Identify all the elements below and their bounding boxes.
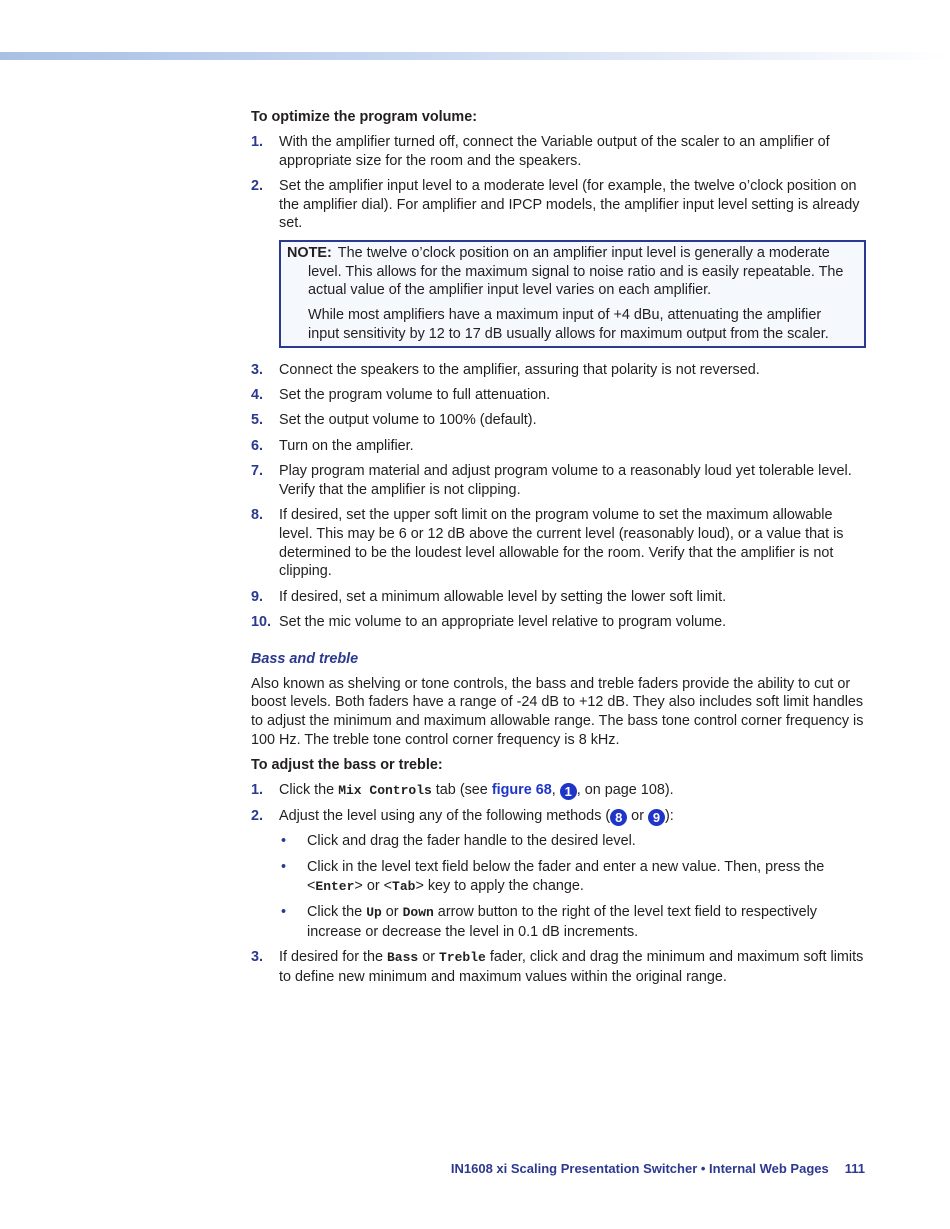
callout-number-icon: 9 [648,809,665,826]
page-footer [451,1161,865,1176]
callout-number-icon: 8 [610,809,627,826]
callout-number-icon: 1 [560,783,577,800]
program-volume-steps-continued [251,361,866,632]
step-text: Set the output volume to 100% (default). [279,412,537,429]
step-text: If desired for the [279,948,387,965]
step-text: If desired, set the upper soft limit on the program volume to set the maximum allowable level. This may be 6 or 12 dB above the current level (reasonably loud), or a value that is determined to be the loudest level allowable for the room. Verify that the amplifier is not clipping. [279,507,844,580]
bullet-text: > key to apply the change. [415,877,584,894]
bullet-item [279,832,866,851]
page-content [251,108,866,993]
fader-name: Bass [387,949,419,965]
step-number: 2. [251,807,264,824]
figure-link[interactable]: figure 68 [491,781,552,798]
section-heading-bass-treble: Bass and treble [251,650,359,667]
footer-title: IN1608 xi Scaling Presentation Switcher • Internal Web Pages [450,1161,829,1176]
bullet-icon: • [281,833,287,850]
step-number: 3. [251,361,264,378]
bullet-text: arrow button to the right of the level text field to respectively increase or decrease the level in 0.1 dB increments. [307,903,817,940]
list-item [251,462,866,500]
note-paragraph [287,244,854,300]
step-text: Click the [279,781,339,798]
step-number: 10. [251,614,272,631]
fader-name: Treble [439,949,486,965]
step-text: Connect the speakers to the amplifier, assuring that polarity is not reversed. [279,361,760,378]
program-volume-steps [251,133,866,233]
list-item [251,506,866,581]
step-number: 1. [251,133,264,150]
bullet-text: Click in the level text field below the fader and enter a new value. Then, press the < [307,858,825,894]
list-item [251,411,866,430]
header-bar [0,52,950,60]
bass-treble-steps-continued [251,948,866,987]
list-item [251,133,866,171]
procedure-heading-program-volume: To optimize the program volume: [251,109,477,125]
list-item [251,588,866,607]
step-number: 3. [251,948,264,965]
bass-treble-steps [251,781,866,826]
procedure-heading-bass-treble: To adjust the bass or treble: [251,756,443,773]
step-number: 7. [251,462,264,479]
list-item [251,807,866,826]
key-name: Enter [315,878,355,894]
step-text: or [418,948,440,965]
list-item [251,613,866,632]
step-text: , [551,781,560,798]
step-text: , on page 108). [576,781,674,798]
adjust-methods-list [279,832,866,941]
step-text: ): [664,807,674,824]
list-item [251,361,866,380]
step-number: 9. [251,588,264,605]
note-box [279,240,866,348]
note-label: NOTE: [287,244,332,261]
step-number: 8. [251,507,264,524]
bullet-icon: • [281,903,287,920]
step-text: With the amplifier turned off, connect the Variable output of the scaler to an amplifier of appropriate size for the room and the speakers. [279,133,830,169]
bullet-text: Click the [307,903,367,920]
list-item [251,781,866,801]
step-text: Set the mic volume to an appropriate level relative to program volume. [279,614,727,631]
list-item [251,177,866,233]
bullet-item [279,858,866,897]
list-item [251,437,866,456]
step-number: 5. [251,412,264,429]
step-number: 6. [251,437,264,454]
page-number: 111 [844,1161,865,1176]
button-name: Down [402,904,434,920]
key-name: Tab [392,878,416,894]
list-item [251,386,866,405]
step-text: If desired, set a minimum allowable level by setting the lower soft limit. [279,588,727,605]
step-text: Play program material and adjust program volume to a reasonably loud yet tolerable level. Verify that the amplifier is not clipping. [279,462,852,498]
step-number: 2. [251,177,264,194]
bullet-text: > or < [354,877,393,894]
step-text: Set the program volume to full attenuation. [279,387,551,404]
step-text: Turn on the amplifier. [279,437,414,454]
note-text: The twelve o’clock position on an amplifier input level is generally a moderate level. This allows for the maximum signal to noise ratio and is easily repeatable. The actual value of the amplifier input level varies on each amplifier. [308,244,844,299]
section-intro-paragraph: Also known as shelving or tone controls, the bass and treble faders provide the ability to cut or boost levels. Both faders have a range of -24 dB to +12 dB. They also includes soft limit handles to adjust the minimum and maximum allowable range. The bass tone control corner frequency is 100 Hz. The treble tone control corner frequency is 8 kHz. [251,675,864,749]
bullet-icon: • [281,858,287,875]
step-text: tab (see [431,781,492,798]
step-number: 4. [251,387,264,404]
note-paragraph: While most amplifiers have a maximum input of +4 dBu, attenuating the amplifier input sensitivity by 12 to 17 dB usually allows for maximum output from the scaler. [308,307,829,342]
list-item [251,948,866,987]
button-name: Up [366,904,382,920]
step-text: or [627,807,648,824]
bullet-text: or [381,903,403,920]
bullet-item [279,903,866,942]
step-text: fader, click and drag the minimum and maximum soft limits to define new minimum and maximum values within the original range. [279,948,864,985]
ui-tab-name: Mix Controls [338,782,432,798]
step-text: Set the amplifier input level to a moderate level (for example, the twelve o’clock position on the amplifier dial). For amplifier and IPCP models, the amplifier input level setting is already set. [279,177,860,232]
step-text: Adjust the level using any of the following methods ( [279,807,611,824]
step-number: 1. [251,781,264,798]
bullet-text: Click and drag the fader handle to the desired level. [307,833,636,850]
